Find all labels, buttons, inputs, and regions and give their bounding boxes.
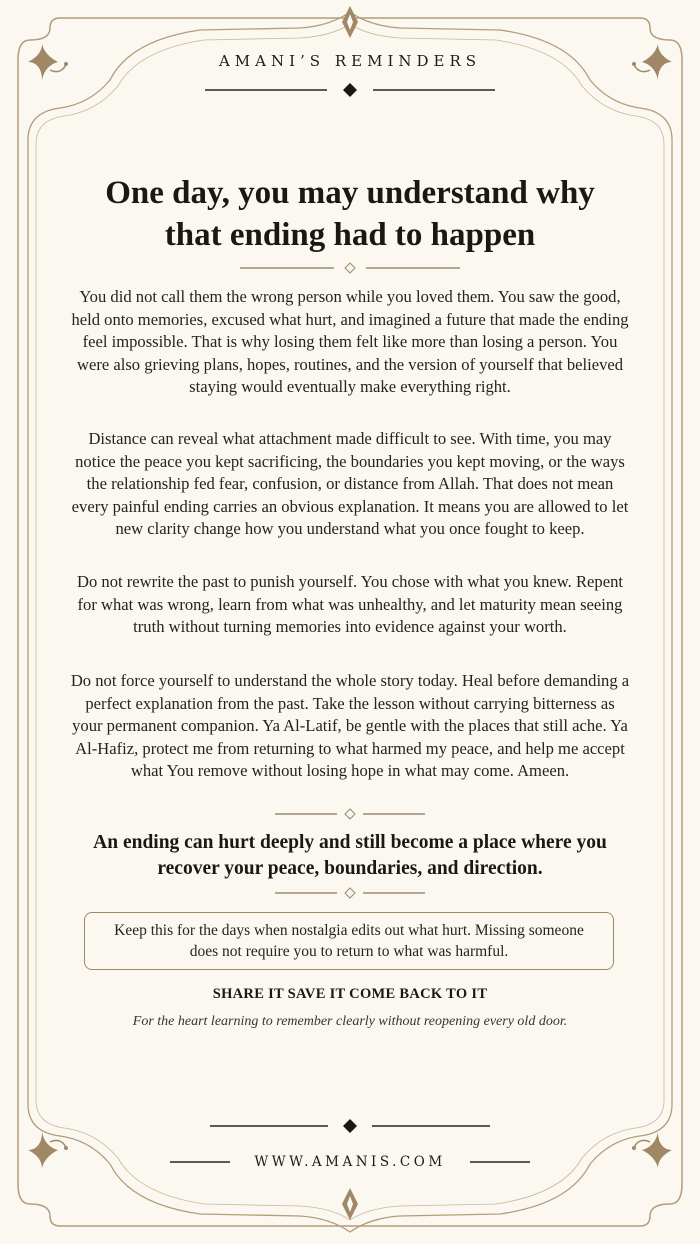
note-box: Keep this for the days when nostalgia edits out what hurt. Missing someone does not require you to return to what was harmful. [84, 912, 614, 970]
body-paragraph-4: Do not force yourself to understand the whole story today. Heal before demanding a perfect explanation from the past. Take the lesson without carrying bitterness as your permanent companion. Ya Al-Latif, be gentle with the places that still ache. Ya Al-Hafiz, protect me from returning to what harmed my peace, and help me accept what You remove without losing hope in what may come. Ameen. [70, 671, 630, 781]
quote-divider-bottom [275, 885, 425, 901]
title-divider [240, 260, 460, 276]
title-line-2: that ending had to happen [164, 217, 536, 253]
highlight-quote: An ending can hurt deeply and still become a place where you recover your peace, boundaries, and direction. [93, 832, 607, 879]
tagline: For the heart learning to remember clearly without reopening every old door. [132, 1014, 568, 1029]
page-title [60, 172, 640, 256]
top-ornament-icon [338, 4, 362, 40]
body-paragraph-2: Distance can reveal what attachment made difficult to see. With time, you may notice the peace you kept sacrificing, the boundaries you kept moving, or the ways the relationship fed fear, confusion, or distance from Allah. That does not mean every painful ending carries an obvious explanation. It means you are allowed to let new clarity change how you understand what you once fought to keep. [71, 429, 629, 539]
brand-name: AMANI’S REMINDERS [218, 52, 482, 70]
website-link[interactable]: WWW.AMANIS.COM [254, 1154, 446, 1170]
body-paragraph-3: Do not rewrite the past to punish yourself. You chose with what you knew. Repent for what was wrong, learn from what was unhealthy, and let maturity mean seeing truth without turning memories into evidence against your worth. [77, 572, 623, 637]
bottom-ornament-icon [338, 1186, 362, 1222]
share-callout: SHARE IT SAVE IT COME BACK TO IT [212, 986, 488, 1002]
header-divider [205, 80, 495, 100]
title-line-1: One day, you may understand why [105, 175, 595, 211]
quote-divider-top [275, 806, 425, 822]
footer-divider-top [210, 1116, 490, 1136]
body-paragraph-1: You did not call them the wrong person while you loved them. You saw the good, held onto memories, excused what hurt, and imagined a future that made the ending feel impossible. That is why losing them felt like more than losing a person. You were also grieving plans, hopes, routines, and the version of yourself that believed staying would eventually make everything right. [71, 287, 629, 397]
